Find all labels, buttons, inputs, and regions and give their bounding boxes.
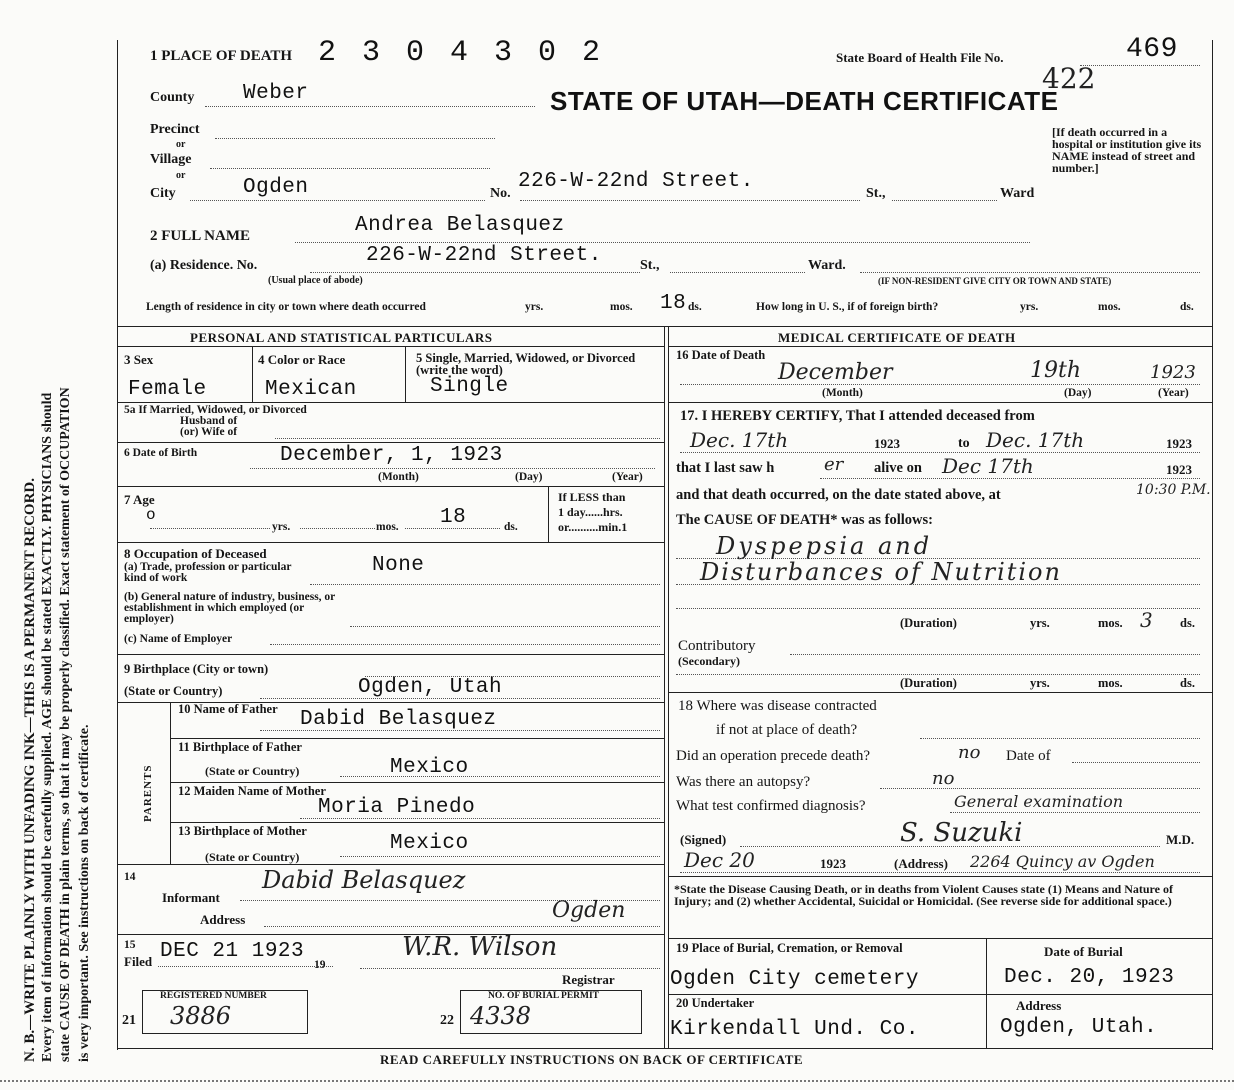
- death-year-sub: (Year): [1158, 387, 1189, 399]
- dob-month: (Month): [378, 471, 419, 483]
- mother-bp-value: Mexico: [390, 832, 469, 855]
- q18b-label: if not at place of death?: [716, 722, 858, 738]
- test-label: What test confirmed diagnosis?: [676, 798, 866, 814]
- attended-from: Dec. 17th: [690, 428, 789, 452]
- death-date-row-line: [668, 402, 1212, 403]
- occupation-b: (b) General nature of industry, business, or establishment in which employed (or employer): [124, 591, 336, 625]
- birthplace-value: Ogden, Utah: [358, 676, 503, 699]
- frame-left: [117, 40, 118, 1050]
- dob-label: 6 Date of Birth: [124, 447, 198, 459]
- city-label: City: [150, 186, 176, 201]
- parents-divider: [170, 702, 171, 864]
- age-ds-line: [405, 528, 500, 529]
- informant-address-value: Ogden: [552, 898, 626, 923]
- father-value: Dabid Belasquez: [300, 708, 497, 731]
- informant-value: Dabid Belasquez: [262, 866, 466, 894]
- signed-line: [740, 846, 1160, 847]
- father-bp-label: 11 Birthplace of Father: [178, 740, 302, 754]
- us-ds: ds.: [1180, 301, 1194, 313]
- less-than-1: If LESS than: [558, 490, 626, 504]
- undertaker-address-value: Ogden, Utah.: [1000, 1016, 1158, 1039]
- test-answer: General examination: [954, 792, 1124, 811]
- occupation-a: (a) Trade, profession or particular kind of work: [124, 561, 292, 584]
- medical-header-line: [668, 346, 1212, 347]
- county-line: [205, 106, 535, 107]
- cause-duration-label: (Duration): [900, 616, 957, 630]
- street-value: 226-W-22nd Street.: [518, 170, 754, 193]
- contributory-label: Contributory: [678, 638, 756, 654]
- secondary-label: (Secondary): [678, 654, 740, 668]
- village-label: Village: [150, 152, 192, 167]
- burial-row-line: [668, 994, 1212, 995]
- frame-right: [1212, 40, 1213, 1050]
- side-note-line3: state CAUSE OF DEATH in plain terms, so that it may be properly classified. Exact statement of OCCUPATION: [58, 387, 73, 1062]
- or-label-1: or: [176, 139, 186, 150]
- us-residence-label: How long in U. S., if of foreign birth?: [756, 301, 939, 313]
- residence-value: 226-W-22nd Street.: [366, 244, 602, 267]
- father-bp-value: Mexico: [390, 756, 469, 779]
- burial-date-label: Date of Burial: [1044, 944, 1123, 959]
- reg-no-num: 21: [122, 1013, 136, 1028]
- spouse-line: [275, 438, 660, 439]
- cause-label: The CAUSE OF DEATH* was as follows:: [676, 512, 933, 528]
- q18b-line: [920, 738, 1200, 739]
- test-line: [950, 812, 1200, 813]
- side-note-line1: N. B.—WRITE PLAINLY WITH UNFADING INK—THIS IS A PERMANENT RECORD.: [22, 478, 38, 1062]
- last-saw-line: [820, 478, 1200, 479]
- spouse-label-2: Husband of: [180, 415, 238, 427]
- color-divider: [405, 346, 406, 402]
- death-day-sub: (Day): [1064, 387, 1092, 399]
- file-no-value: 469: [1126, 34, 1178, 65]
- mother-label: 12 Maiden Name of Mother: [178, 784, 326, 798]
- attended-to-year: 1923: [1166, 436, 1192, 451]
- residence-label: (a) Residence. No.: [150, 258, 258, 273]
- burial-place-label: 19 Place of Burial, Cremation, or Removal: [676, 941, 903, 955]
- death-date-day: 19th: [1030, 358, 1082, 383]
- mother-row-line: [170, 822, 664, 823]
- to-label: to: [958, 436, 970, 451]
- precinct-label: Precinct: [150, 122, 200, 137]
- file-no-subvalue: 422: [1042, 62, 1096, 95]
- precinct-line: [215, 138, 495, 139]
- contributory-line-2: [676, 674, 1200, 675]
- cause-line-3-rule: [676, 608, 1200, 609]
- attended-line: [680, 452, 1200, 453]
- contributory-line-1: [790, 654, 1200, 655]
- residence-st-label: St.,: [640, 258, 660, 273]
- row2-line: [117, 442, 664, 443]
- autopsy-answer: no: [932, 768, 955, 789]
- section-top-line: [117, 326, 1213, 327]
- informant-address-label: Address: [200, 912, 246, 927]
- age-mos-label: mos.: [376, 521, 399, 533]
- residence-line: [310, 272, 640, 273]
- parents-label: PARENTS: [142, 764, 154, 822]
- row5-line: [117, 654, 664, 655]
- age-mos-line: [300, 528, 375, 529]
- burial-date-value: Dec. 20, 1923: [1004, 966, 1175, 989]
- operation-answer: no: [958, 742, 981, 763]
- death-time: 10:30 P.M.: [1136, 482, 1211, 498]
- informant-label: Informant: [162, 890, 220, 905]
- file-no-line: [1080, 65, 1200, 66]
- age-label: 7 Age: [124, 492, 155, 507]
- color-label: 4 Color or Race: [258, 352, 346, 367]
- occupation-c: (c) Name of Employer: [124, 633, 233, 645]
- father-row-line: [170, 738, 664, 739]
- county-value: Weber: [243, 82, 309, 105]
- last-saw-label: that I last saw h: [676, 460, 775, 476]
- signed-row-line: [668, 876, 1212, 877]
- residence-sub: (Usual place of abode): [268, 275, 363, 286]
- alive-on-date: Dec 17th: [942, 454, 1034, 478]
- age-yrs-mark: o: [146, 506, 157, 524]
- filed-suffix: 19: [314, 959, 326, 971]
- county-label: County: [150, 90, 195, 105]
- burial-permit-label: NO. OF BURIAL PERMIT: [488, 991, 600, 1001]
- us-mos: mos.: [1098, 301, 1121, 313]
- certify-text: 17. I HEREBY CERTIFY, That I attended deceased from: [680, 408, 1035, 424]
- date-of-label: Date of: [1006, 748, 1051, 764]
- informant-address-line: [264, 926, 660, 927]
- ward-label: Ward: [1000, 186, 1035, 201]
- death-date-label: 16 Date of Death: [676, 348, 766, 362]
- contrib-mos: mos.: [1098, 676, 1123, 690]
- or-label-2: or: [176, 170, 186, 181]
- sex-value: Female: [128, 378, 207, 401]
- length-yrs: yrs.: [525, 301, 544, 313]
- father-label: 10 Name of Father: [178, 702, 278, 716]
- cause-line-2: Disturbances of Nutrition: [700, 558, 1062, 586]
- signed-label: (Signed): [680, 832, 727, 847]
- alive-on-year: 1923: [1166, 462, 1192, 477]
- attended-to: Dec. 17th: [986, 428, 1085, 452]
- contrib-row-line: [668, 692, 1212, 693]
- spouse-label-3: (or) Wife of: [180, 426, 238, 438]
- length-residence-label: Length of residence in city or town where death occurred: [146, 301, 426, 313]
- side-note-line2: Every item of information should be carefully supplied. AGE should be stated EXACTLY. PHYSICIANS should: [40, 392, 55, 1062]
- undertaker-label: 20 Undertaker: [676, 996, 755, 1010]
- cause-yrs: yrs.: [1030, 616, 1050, 630]
- dob-day: (Day): [515, 471, 543, 483]
- burial-divider: [986, 938, 987, 1048]
- age-yrs-line: [150, 528, 270, 529]
- cause-mos: mos.: [1098, 616, 1123, 630]
- informant-num: 14: [124, 871, 136, 883]
- marital-label: 5 Single, Married, Widowed, or Divorced (write the word): [416, 351, 636, 377]
- undertaker-value: Kirkendall Und. Co.: [670, 1018, 919, 1041]
- mother-value: Moria Pinedo: [318, 796, 476, 819]
- contrib-duration-label: (Duration): [900, 676, 957, 690]
- city-value: Ogden: [243, 176, 309, 199]
- bottom-dotted-rule: [0, 1080, 1234, 1082]
- row7-line: [117, 864, 664, 865]
- signed-date: Dec 20: [684, 848, 755, 872]
- death-occurred-label: and that death occurred, on the date stated above, at: [676, 487, 1001, 503]
- mother-bp-sub: (State or Country): [205, 850, 300, 864]
- less-than-3: or..........min.1: [558, 520, 628, 534]
- birthplace-sub: (State or Country): [124, 684, 223, 698]
- registrar-line: [360, 968, 660, 969]
- residence-ward-line: [670, 272, 805, 273]
- file-no-label: State Board of Health File No.: [836, 50, 1004, 65]
- occupation-value: None: [372, 554, 425, 577]
- frame-bottom: [117, 1048, 1213, 1049]
- hospital-note: [If death occurred in a hospital or institution give its NAME instead of street and number.]: [1052, 125, 1202, 175]
- row4-line: [117, 542, 664, 543]
- village-line: [210, 168, 490, 169]
- mother-bp-line: [340, 856, 660, 857]
- side-note-line4: is very important. See instructions on back of certificate.: [77, 724, 92, 1062]
- operation-label: Did an operation precede death?: [676, 748, 871, 764]
- ward-line: [892, 200, 997, 201]
- autopsy-label: Was there an autopsy?: [676, 774, 811, 790]
- occupation-b-line: [350, 626, 660, 627]
- row8-line: [117, 934, 664, 935]
- nonresident-note: (IF NON-RESIDENT GIVE CITY OR TOWN AND STATE): [878, 276, 1112, 286]
- death-date-month: December: [778, 360, 893, 385]
- footer-instructions: READ CAREFULLY INSTRUCTIONS ON BACK OF CERTIFICATE: [380, 1052, 804, 1067]
- us-yrs: yrs.: [1020, 301, 1039, 313]
- age-yrs-label: yrs.: [272, 521, 291, 533]
- residence-ward-label: Ward.: [808, 258, 846, 273]
- certificate-title: STATE OF UTAH—DEATH CERTIFICATE: [550, 86, 1059, 116]
- last-saw-hw: er: [824, 454, 844, 475]
- burial-permit-num: 22: [440, 1013, 454, 1028]
- father-bp-line: [340, 776, 660, 777]
- burial-permit-value: 4338: [470, 1002, 532, 1030]
- contrib-yrs: yrs.: [1030, 676, 1050, 690]
- medical-header: MEDICAL CERTIFICATE OF DEATH: [778, 330, 1016, 345]
- death-date-line: [680, 384, 1200, 385]
- filed-value: DEC 21 1923: [160, 940, 305, 963]
- place-of-death-label: 1 PLACE OF DEATH: [150, 48, 293, 64]
- personal-header: PERSONAL AND STATISTICAL PARTICULARS: [190, 330, 493, 345]
- mother-bp-label: 13 Birthplace of Mother: [178, 824, 307, 838]
- signed-address-label: (Address): [894, 856, 948, 871]
- center-divider: [664, 326, 665, 1048]
- less-than-2: 1 day......hrs.: [558, 505, 623, 519]
- note-row-line: [668, 938, 1212, 939]
- spouse-label-1: 5a If Married, Widowed, or Divorced: [124, 404, 307, 416]
- filed-line: [158, 966, 333, 967]
- signed-year: 1923: [820, 856, 846, 871]
- violent-causes-note: *State the Disease Causing Death, or in deaths from Violent Causes state (1) Means and Nature of Injury; and (2) whether Accidental, Suicidal or Homicidal. (See reverse side for additional space.): [674, 882, 1173, 908]
- registrar-label: Registrar: [562, 972, 615, 987]
- cause-line-1: Dyspepsia and: [716, 532, 933, 560]
- center-divider-2: [668, 326, 669, 1048]
- death-month-sub: (Month): [822, 387, 863, 399]
- father-line: [260, 730, 660, 731]
- burial-place-value: Ogden City cemetery: [670, 968, 919, 991]
- filed-label: Filed: [124, 954, 153, 969]
- date-of-line: [1072, 762, 1200, 763]
- occupation-label: 8 Occupation of Deceased: [124, 546, 267, 561]
- length-days-value: 18: [660, 292, 687, 315]
- q18-label: 18 Where was disease contracted: [678, 698, 877, 714]
- signed-address: 2264 Quincy av Ogden: [970, 852, 1155, 871]
- death-date-year: 1923: [1150, 362, 1196, 383]
- birthplace-label: 9 Birthplace (City or town): [124, 662, 269, 676]
- age-ds-label: ds.: [504, 521, 518, 533]
- length-mos: mos.: [610, 301, 633, 313]
- father-bp-sub: (State or Country): [205, 764, 300, 778]
- cause-ds: ds.: [1180, 616, 1195, 630]
- registrar-signature: W.R. Wilson: [402, 932, 558, 962]
- personal-header-line: [117, 346, 664, 347]
- age-days-value: 18: [440, 506, 467, 529]
- alive-on-label: alive on: [874, 460, 922, 476]
- filed-num: 15: [124, 939, 136, 951]
- birthplace-line-2: [260, 698, 660, 699]
- length-ds: ds.: [688, 301, 702, 313]
- age-divider: [548, 486, 549, 542]
- st-label: St.,: [866, 186, 886, 201]
- full-name-line: [295, 242, 1030, 243]
- dob-year: (Year): [612, 471, 643, 483]
- undertaker-address-label: Address: [1016, 998, 1062, 1013]
- signed-value: S. Suzuki: [900, 818, 1023, 848]
- marital-value: Single: [430, 375, 509, 398]
- dob-value: December, 1, 1923: [280, 444, 503, 467]
- color-value: Mexican: [265, 378, 357, 401]
- signed-address-line: [680, 872, 1200, 873]
- stamp-number: 2 3 0 4 3 0 2: [318, 36, 605, 70]
- sex-label: 3 Sex: [124, 352, 154, 367]
- occupation-c-line: [270, 644, 660, 645]
- attended-from-year: 1923: [874, 436, 900, 451]
- residence-nonres-line: [860, 272, 1200, 273]
- mother-line: [300, 818, 660, 819]
- street-no-label: No.: [490, 186, 511, 201]
- cause-duration-mos: 3: [1140, 608, 1153, 632]
- full-name-value: Andrea Belasquez: [355, 214, 565, 237]
- row1-line: [117, 402, 664, 403]
- dob-line: [250, 468, 655, 469]
- city-line: [190, 200, 485, 201]
- reg-no-value: 3886: [170, 1002, 232, 1030]
- occupation-a-line: [310, 584, 660, 585]
- reg-no-label: REGISTERED NUMBER: [160, 991, 267, 1001]
- cause-line-2-rule: [676, 584, 1200, 585]
- md-label: M.D.: [1166, 832, 1195, 847]
- full-name-label: 2 FULL NAME: [150, 228, 251, 244]
- sex-divider: [252, 346, 253, 402]
- street-line: [520, 200, 860, 201]
- row3-line: [117, 486, 664, 487]
- father-bp-row-line: [170, 782, 664, 783]
- autopsy-line: [880, 788, 1200, 789]
- contrib-ds: ds.: [1180, 676, 1195, 690]
